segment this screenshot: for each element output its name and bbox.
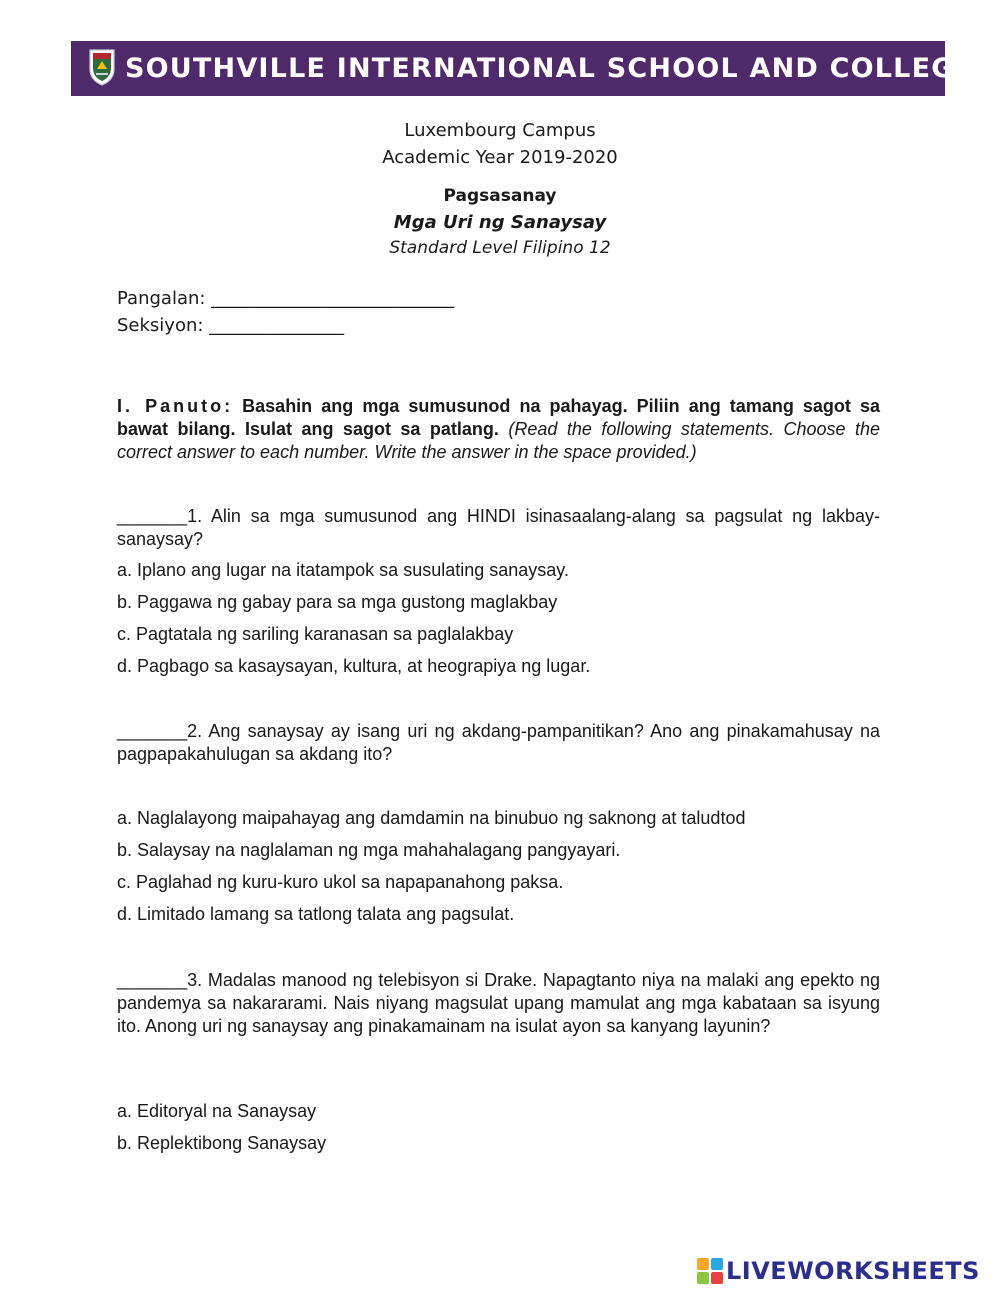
activity-title: Pagsasanay bbox=[443, 186, 557, 206]
instructions-filipino: Basahin ang mga sumusunod na pahayag. Piliin ang tamang sagot sa bawat bilang. Isulat ang sagot sa patlang. bbox=[117, 396, 880, 439]
question-2-option-d: d. Limitado lamang sa tatlong talata ang pagsulat. bbox=[117, 904, 515, 924]
instructions bbox=[117, 395, 880, 464]
instructions-label: I. Panuto: bbox=[117, 396, 234, 416]
question-2-option-c: c. Paglahad ng kuru-kuro ukol sa napapanahong paksa. bbox=[117, 872, 564, 892]
question-2-option-b: b. Salaysay na naglalaman ng mga mahahalagang pangyayari. bbox=[117, 840, 621, 860]
name-field: Pangalan: ___________________________ bbox=[117, 288, 455, 309]
question-1-option-d: d. Pagbago sa kasaysayan, kultura, at heograpiya ng lugar. bbox=[117, 656, 591, 676]
question-1-option-c: c. Pagtatala ng sariling karanasan sa paglalakbay bbox=[117, 624, 514, 644]
topic-title: Mga Uri ng Sanaysay bbox=[393, 212, 607, 233]
school-name: SOUTHVILLE INTERNATIONAL SCHOOL AND COLLEGES bbox=[125, 53, 995, 84]
question-1-option-a: a. Iplano ang lugar na itatampok sa susulating sanaysay. bbox=[117, 560, 569, 580]
question-1-text: _______1. Alin sa mga sumusunod ang HINDI isinasaalang-alang sa pagsulat ng lakbay-sanaysay? bbox=[117, 506, 880, 549]
liveworksheets-brand: LIVEWORKSHEETS bbox=[726, 1257, 980, 1285]
school-banner bbox=[71, 41, 995, 96]
question-2-text: _______2. Ang sanaysay ay isang uri ng akdang-pampanitikan? Ano ang pinakamahusay na pagpapakahulugan sa akdang ito? bbox=[117, 721, 880, 764]
course-name: Standard Level Filipino 12 bbox=[389, 238, 611, 258]
section-field: Seksiyon: _______________ bbox=[117, 315, 345, 336]
question-2-option-a: a. Naglalayong maipahayag ang damdamin na binubuo ng saknong at taludtod bbox=[117, 808, 746, 828]
instructions-english: (Read the following statements. Choose the correct answer to each number. Write the answer in the space provided.) bbox=[117, 419, 880, 462]
question-1-option-b: b. Paggawa ng gabay para sa mga gustong maglakbay bbox=[117, 592, 558, 612]
question-3-option-b: b. Replektibong Sanaysay bbox=[117, 1133, 327, 1153]
school-crest-icon bbox=[87, 47, 117, 87]
academic-year: Academic Year 2019-2020 bbox=[382, 147, 618, 168]
liveworksheets-logo-icon bbox=[697, 1258, 723, 1284]
liveworksheets-footer bbox=[697, 1256, 980, 1286]
campus-name: Luxembourg Campus bbox=[404, 120, 596, 141]
question-3-option-a: a. Editoryal na Sanaysay bbox=[117, 1101, 317, 1121]
question-3-text: _______3. Madalas manood ng telebisyon si Drake. Napagtanto niya na malaki ang epekto ng pandemya sa nakararami. Nais niyang magsulat upang mamulat ang mga kabataan sa isyung ito. Anong uri ng sanaysay ang pinakamainam na isulat ayon sa kanyang layunin? bbox=[117, 970, 880, 1036]
